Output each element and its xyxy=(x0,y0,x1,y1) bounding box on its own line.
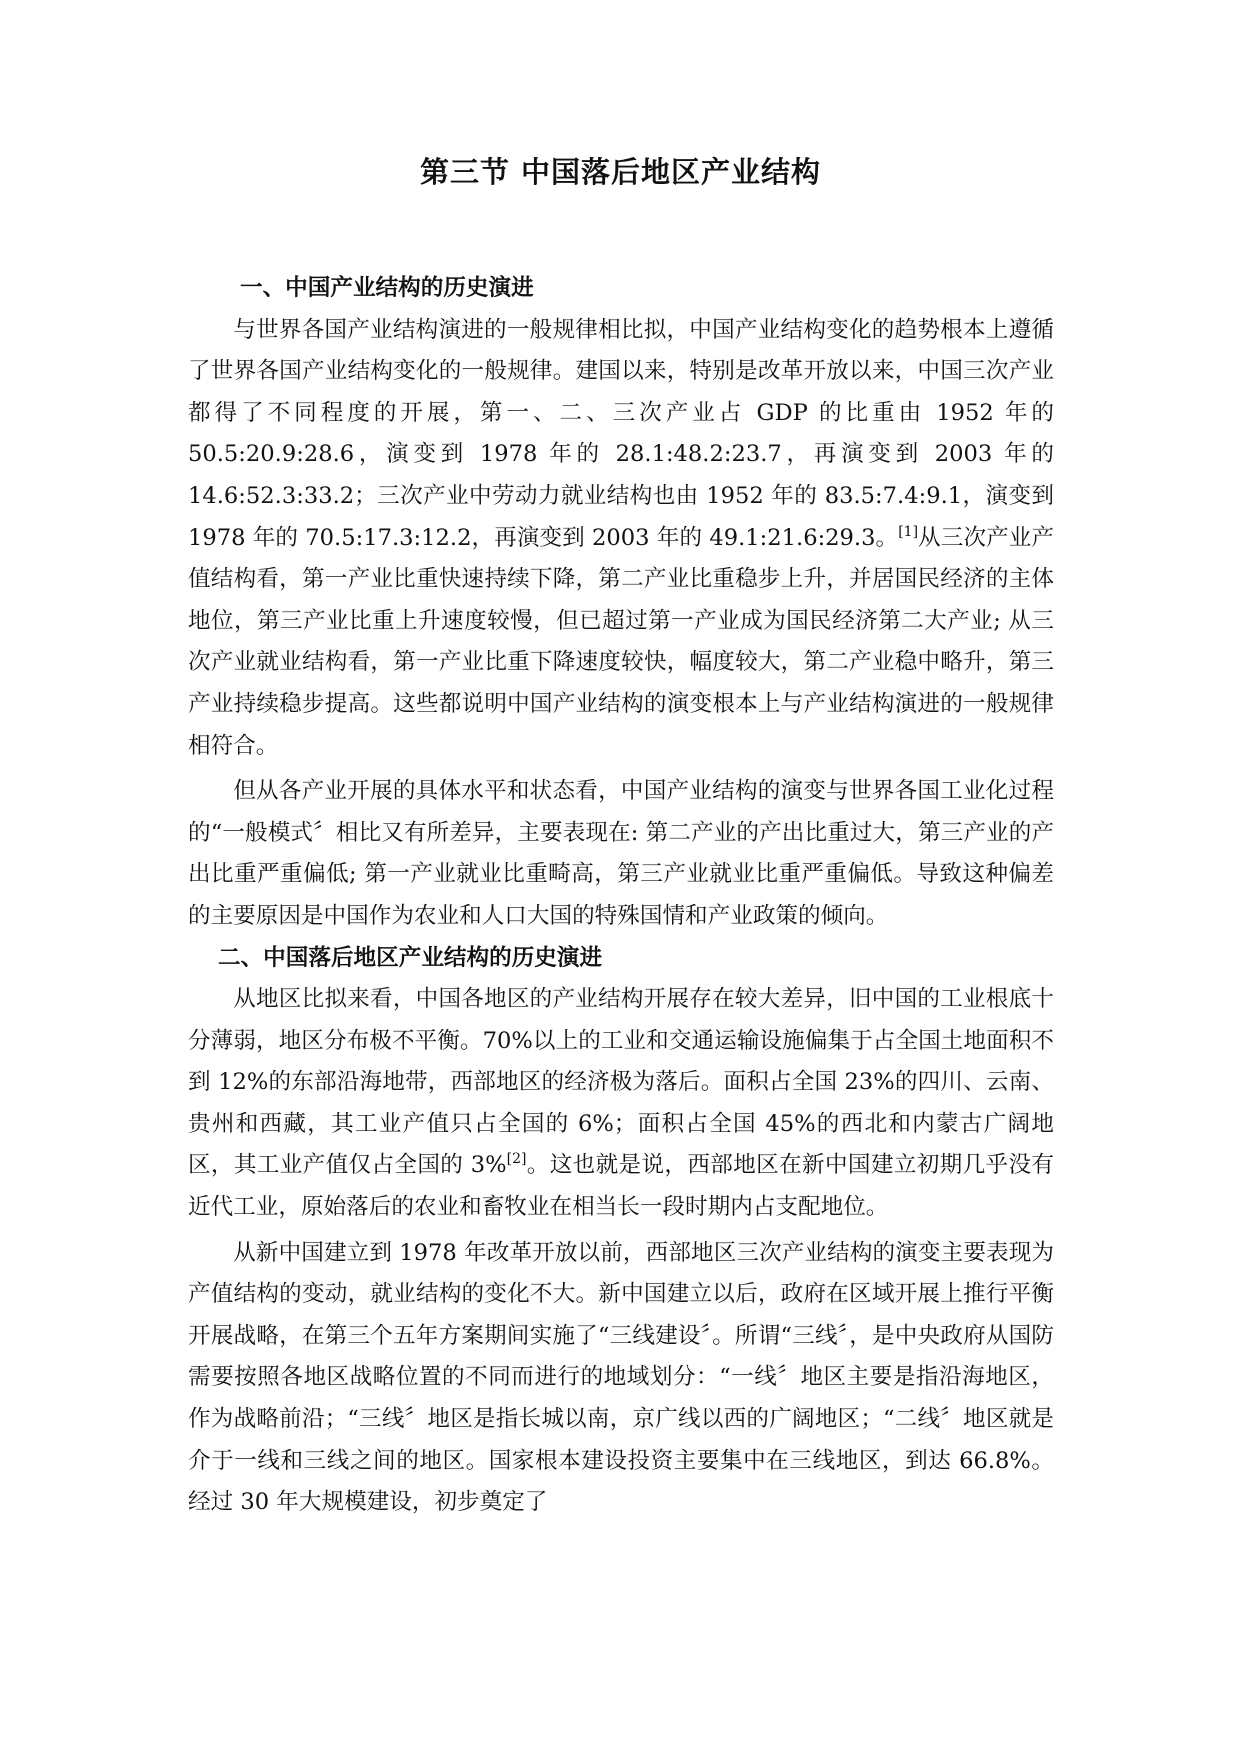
paragraph-text: 与世界各国产业结构演进的一般规律相比拟，中国产业结构变化的趋势根本上遵循了世界各国产业结构变化的一般规律。建国以来，特别是改革开放以来，中国三次产业都得了不同程度的开展，第一、二、三次产业占 GDP 的比重由 1952 年的 50.5:20.9:28.6，演变到 1978 年的 28.1:48.2:23.7，再演变到 2003 年的 14.6:52.3:33.2；三次产业中劳动力就业结构也由 1952 年的 83.5:7.4:9.1，演变到 1978 年的 70.5:17.3:12.2，再演变到 2003 年的 49.1:21.6:29.3。 xyxy=(188,316,1054,551)
paragraph: 从新中国建立到 1978 年改革开放以前，西部地区三次产业结构的演变主要表现为产值结构的变动，就业结构的变化不大。新中国建立以后，政府在区域开展上推行平衡开展战略，在第三个五年方案期间实施了“三线建设〞。所谓“三线〞，是中央政府从国防需要按照各地区战略位置的不同而进行的地域划分：“一线〞地区主要是指沿海地区，作为战略前沿；“三线〞地区是指长城以南，京广线以西的广阔地区；“二线〞地区就是介于一线和三线之间的地区。国家根本建设投资主要集中在三线地区，到达 66.8%。经过 30 年大规模建设，初步奠定了 xyxy=(188,1239,1054,1516)
paragraph: 但从各产业开展的具体水平和状态看，中国产业结构的演变与世界各国工业化过程的“一般模式〞相比又有所差异，主要表现在: 第二产业的产出比重过大，第三产业的产出比重严重偏低; 第一产业就业比重畸高，第三产业就业比重严重偏低。导致这种偏差的主要原因是中国作为农业和人口大国的特殊国情和产业政策的倾向。 xyxy=(188,778,1054,929)
paragraph-text: 。这也就是说，西部地区在新中国建立初期几乎没有近代工业，原始落后的农业和畜牧业在相当长一段时期内占支配地位。 xyxy=(188,1152,1054,1221)
citation-marker[interactable]: [2] xyxy=(506,1151,527,1168)
section-heading-1: 一、中国产业结构的历史演进 xyxy=(240,275,534,301)
citation-marker[interactable]: [1] xyxy=(898,523,919,540)
section-heading-2: 二、中国落后地区产业结构的历史演进 xyxy=(218,944,603,971)
paragraph-text: 从三次产业产值结构看，第一产业比重快速持续下降，第二产业比重稳步上升，并居国民经济的主体地位，第三产业比重上升速度较慢，但已超过第一产业成为国民经济第二大产业; 从三次产业就业结构看，第一产业比重下降速度较快，幅度较大，第二产业稳中略升，第三产业持续稳步提高。这些都说明中国产业结构的演变根本上与产业结构演进的一般规律相符合。 xyxy=(188,524,1055,759)
paragraph-text: 从地区比拟来看，中国各地区的产业结构开展存在较大差异，旧中国的工业根底十分薄弱，地区分布极不平衡。70%以上的工业和交通运输设施偏集于占全国土地面积不到 12%的东部沿海地带，西部地区的经济极为落后。面积占全国 23%的四川、云南、贵州和西藏，其工业产值只占全国的 6%；面积占全国 45%的西北和内蒙古广阔地区，其工业产值仅占全国的 3% xyxy=(188,986,1054,1179)
paragraph xyxy=(188,310,1054,768)
page-title: 第三节 中国落后地区产业结构 xyxy=(419,155,822,189)
paragraph xyxy=(188,979,1054,1229)
document-body xyxy=(188,268,1054,1524)
